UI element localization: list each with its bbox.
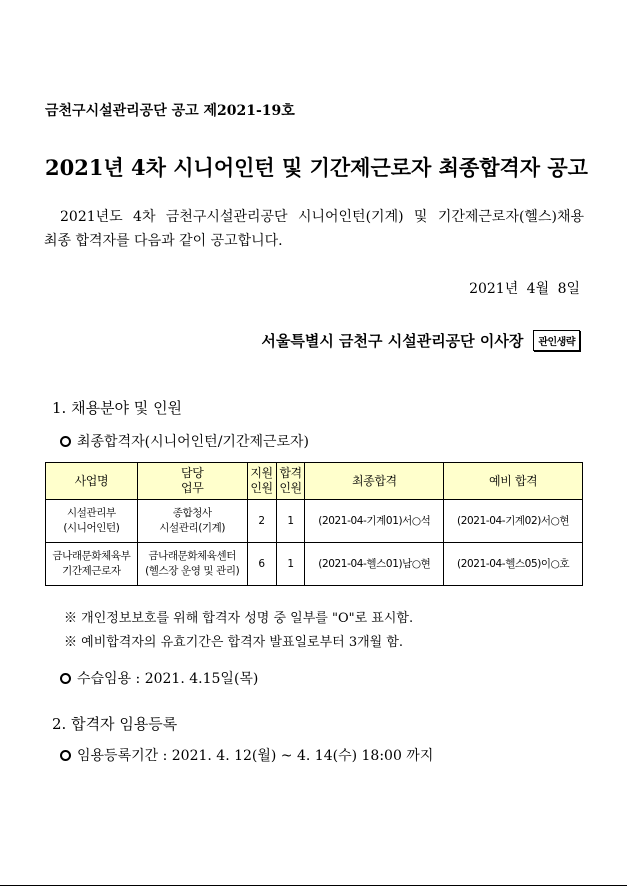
table-row (46, 543, 583, 586)
cell-dept-line1: 금나래문화체육부 (52, 550, 131, 562)
cell-final: (2021-04-기계01)서○석 (305, 500, 444, 543)
header-passed (276, 463, 305, 500)
section-2-bullet (60, 745, 433, 765)
header-duty (137, 463, 247, 500)
cell-reserve: (2021-04-헬스05)이○호 (444, 543, 583, 586)
cell-applied: 2 (247, 500, 276, 543)
section-1-bullet-text: 최종합격자(시니어인턴/기간제근로자) (77, 434, 310, 450)
signer-name: 서울특별시 금천구 시설관리공단 이사장 (261, 332, 524, 350)
header-passed-line2: 인원 (279, 481, 302, 495)
note-reserve-validity: ※ 예비합격자의 유효기간은 합격자 발표일로부터 3개월 함. (64, 635, 404, 650)
results-table (45, 462, 583, 586)
header-final: 최종합격 (305, 463, 444, 500)
hollow-circle-bullet-icon (60, 750, 71, 761)
signer-block (261, 330, 580, 351)
header-passed-line1: 합격 (279, 466, 302, 480)
header-reserve: 예비 합격 (444, 463, 583, 500)
header-dept: 사업명 (46, 463, 138, 500)
cell-duty (137, 543, 247, 586)
intro-line-2: 최종 합격자를 다음과 같이 공고합니다. (44, 233, 283, 249)
cell-applied: 6 (247, 543, 276, 586)
hollow-circle-bullet-icon (60, 673, 71, 684)
cell-duty-line1: 종합청사 (172, 507, 212, 519)
intro-line-1: 2021년도 4차 금천구시설관리공단 시니어인턴(기계) 및 기간제근로자(헬스)채용 (60, 209, 584, 225)
cell-passed: 1 (276, 543, 305, 586)
table-header-row (46, 463, 583, 500)
intro-paragraph (44, 205, 584, 253)
registration-period-text: 임용등록기간 : 2021. 4. 12(월) ~ 4. 14(수) 18:00 까지 (77, 748, 434, 764)
cell-passed: 1 (276, 500, 305, 543)
header-applied-line2: 인원 (250, 481, 273, 495)
header-duty-line2: 업무 (181, 481, 204, 495)
table-row (46, 500, 583, 543)
cell-duty-line1: 금나래문화체육센터 (148, 550, 237, 562)
official-seal-omitted-stamp: 관인생략 (533, 330, 580, 351)
section-1-heading: 1. 채용분야 및 인원 (52, 399, 183, 417)
cell-dept-line2: (시니어인턴) (63, 522, 120, 534)
cell-dept (46, 500, 138, 543)
cell-final: (2021-04-헬스01)남○현 (305, 543, 444, 586)
cell-reserve: (2021-04-기계02)서○현 (444, 500, 583, 543)
cell-dept-line1: 시설관리부 (67, 507, 116, 519)
cell-dept (46, 543, 138, 586)
header-applied-line1: 지원 (250, 466, 273, 480)
section-1-bullet (60, 431, 309, 451)
training-bullet (60, 668, 258, 688)
cell-duty-line2: 시설관리(기계) (159, 522, 226, 534)
cell-duty (137, 500, 247, 543)
training-text: 수습임용 : 2021. 4.15일(목) (77, 671, 259, 687)
note-privacy: ※ 개인정보보호를 위해 합격자 성명 중 일부를 "O"로 표시함. (64, 611, 414, 626)
notice-number: 금천구시설관리공단 공고 제2021-19호 (45, 103, 295, 119)
page-title: 2021년 4차 시니어인턴 및 기간제근로자 최종합격자 공고 (45, 155, 588, 180)
header-duty-line1: 담당 (181, 466, 204, 480)
hollow-circle-bullet-icon (60, 436, 71, 447)
page-bottom-rule (0, 885, 627, 886)
cell-dept-line2: 기간제근로자 (62, 565, 121, 577)
notice-date: 2021년 4월 8일 (469, 281, 580, 297)
header-applied (247, 463, 276, 500)
section-2-heading: 2. 합격자 임용등록 (52, 715, 178, 733)
cell-duty-line2: (헬스장 운영 및 관리) (145, 565, 240, 577)
